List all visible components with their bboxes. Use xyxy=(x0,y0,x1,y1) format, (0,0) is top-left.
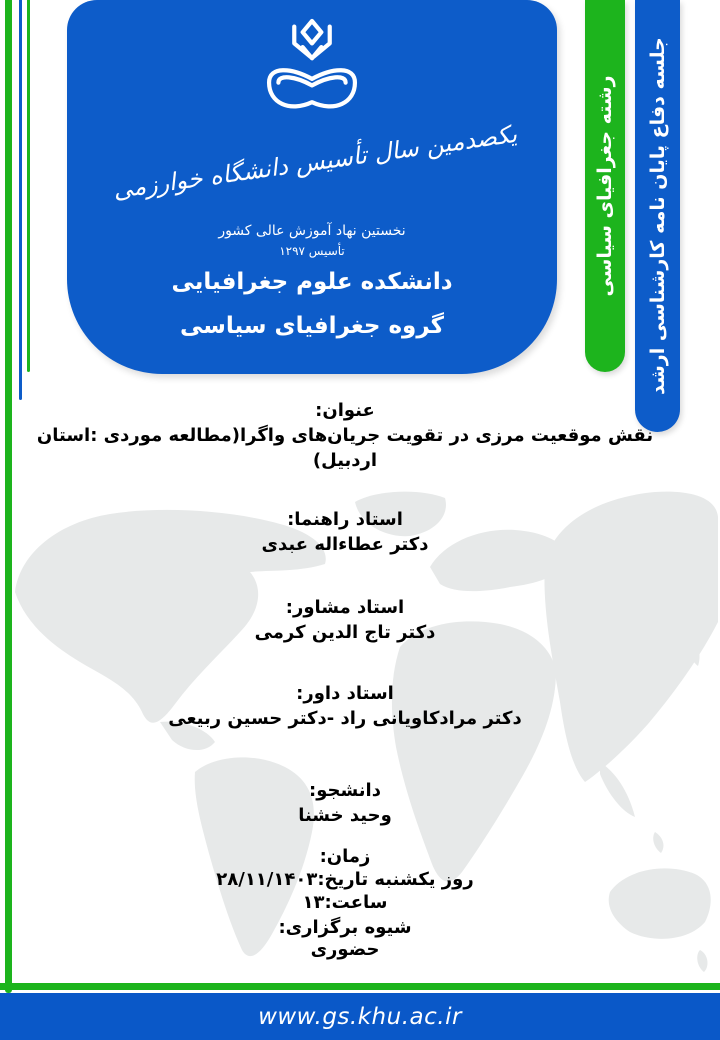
centennial-calligraphy: یکصدمین سال تأسیس دانشگاه خوارزمی xyxy=(111,119,519,205)
kharazmi-university-emblem-icon xyxy=(256,12,368,142)
established-year: تأسیس ۱۲۹۷ xyxy=(279,244,345,258)
time-label: زمان: xyxy=(319,846,371,867)
format-value: حضوری xyxy=(310,939,380,960)
faculty-name: دانشکده علوم جغرافیایی xyxy=(171,269,453,295)
footer-bar xyxy=(0,993,720,1040)
field-ribbon xyxy=(585,0,625,372)
hour-line: ساعت:۱۳ xyxy=(302,892,388,913)
examiner-section xyxy=(0,681,690,731)
examiner-names: دکتر مرادکاویانی راد -دکتر حسین ربیعی xyxy=(168,708,522,729)
title-label: عنوان: xyxy=(315,400,375,421)
left-green-line xyxy=(27,0,30,372)
title-section xyxy=(0,398,690,473)
title-line1: نقش موقعیت مرزی در تقویت جریان‌های واگرا(مطالعه موردی :استان xyxy=(36,425,654,446)
student-label: دانشجو: xyxy=(309,780,381,801)
first-institution-tagline: نخستین نهاد آموزش عالی کشور xyxy=(218,223,406,239)
advisor-section xyxy=(0,595,690,645)
advisor-label: استاد مشاور: xyxy=(285,597,405,618)
website-url[interactable]: www.gs.khu.ac.ir xyxy=(258,1003,462,1030)
time-section xyxy=(0,845,690,914)
department-name: گروه جغرافیای سیاسی xyxy=(179,313,445,339)
left-blue-line xyxy=(19,0,22,400)
format-section xyxy=(0,917,690,961)
supervisor-name: دکتر عطاءاله عبدی xyxy=(261,534,429,555)
university-header-card xyxy=(67,0,557,374)
date-line: روز یکشنبه تاریخ:۲۸/۱۱/۱۴۰۳ xyxy=(216,869,474,890)
session-ribbon xyxy=(635,0,680,432)
footer-green-line xyxy=(0,983,720,990)
supervisor-label: استاد راهنما: xyxy=(287,509,403,530)
session-ribbon-label: جلسه دفاع پایان نامه کارشناسی ارشد xyxy=(646,37,669,395)
format-label: شیوه برگزاری: xyxy=(278,917,412,938)
examiner-label: استاد داور: xyxy=(296,683,394,704)
title-line2: اردبیل) xyxy=(312,450,378,471)
student-name: وحید خشنا xyxy=(298,805,392,826)
advisor-name: دکتر تاج الدین کرمی xyxy=(254,622,436,643)
student-section xyxy=(0,778,690,828)
supervisor-section xyxy=(0,507,690,557)
field-ribbon-label: رشته جغرافیای سیاسی xyxy=(594,75,616,297)
